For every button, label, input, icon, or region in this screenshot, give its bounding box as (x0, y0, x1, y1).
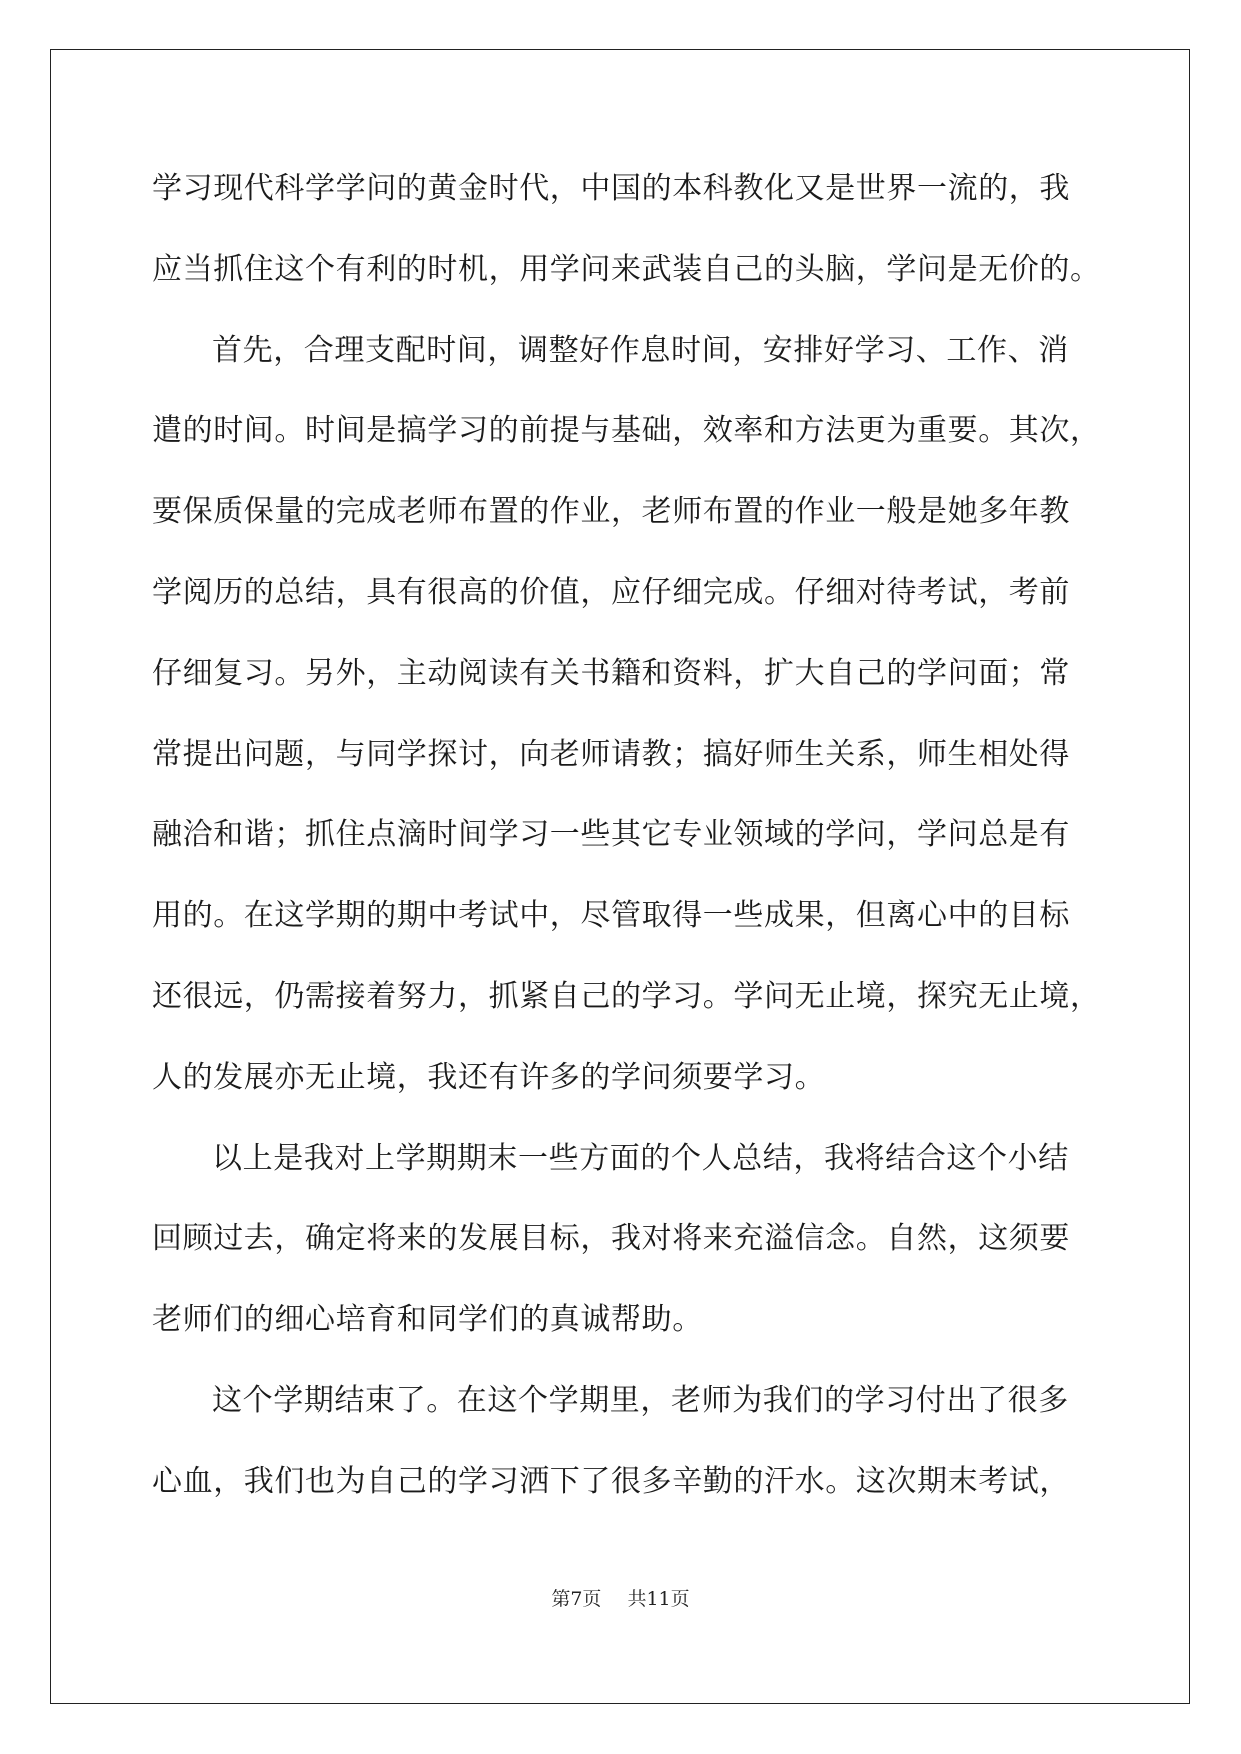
document-body (152, 163, 1101, 1537)
text-line: 融洽和谐；抓住点滴时间学习一些其它专业领域的学问，学问总是有 (152, 817, 1070, 853)
current-page-label: 第7页 (551, 1588, 602, 1610)
text-line: 首先，合理支配时间，调整好作息时间，安排好学习、工作、消 (212, 332, 1069, 368)
text-line: 学阅历的总结，具有很高的价值，应仔细完成。仔细对待考试，考前 (152, 574, 1070, 610)
text-line: 遣的时间。时间是搞学习的前提与基础，效率和方法更为重要。其次， (152, 413, 1101, 449)
text-line: 人的发展亦无止境，我还有许多的学问须要学习。 (152, 1059, 826, 1095)
text-line: 还很远，仍需接着努力，抓紧自己的学习。学问无止境，探究无止境， (152, 978, 1101, 1014)
total-pages-label: 共11页 (627, 1588, 690, 1610)
text-line: 要保质保量的完成老师布置的作业，老师布置的作业一般是她多年教 (152, 494, 1070, 530)
text-line: 心血，我们也为自己的学习洒下了很多辛勤的汗水。这次期末考试， (152, 1463, 1070, 1499)
page-footer (0, 1584, 1241, 1611)
text-line: 老师们的细心培育和同学们的真诚帮助。 (152, 1302, 703, 1338)
text-line: 回顾过去，确定将来的发展目标，我对将来充溢信念。自然，这须要 (152, 1221, 1070, 1257)
text-line: 学习现代科学学问的黄金时代，中国的本科教化又是世界一流的，我 (152, 171, 1070, 206)
text-line: 这个学期结束了。在这个学期里，老师为我们的学习付出了很多 (212, 1382, 1069, 1418)
text-line: 常提出问题，与同学探讨，向老师请教；搞好师生关系，师生相处得 (152, 736, 1070, 772)
text-line: 以上是我对上学期期末一些方面的个人总结，我将结合这个小结 (212, 1140, 1069, 1176)
text-line: 用的。在这学期的期中考试中，尽管取得一些成果，但离心中的目标 (152, 898, 1070, 934)
text-line: 应当抓住这个有利的时机，用学问来武装自己的头脑，学问是无价的。 (152, 251, 1101, 287)
text-line: 仔细复习。另外，主动阅读有关书籍和资料，扩大自己的学问面；常 (152, 655, 1070, 691)
